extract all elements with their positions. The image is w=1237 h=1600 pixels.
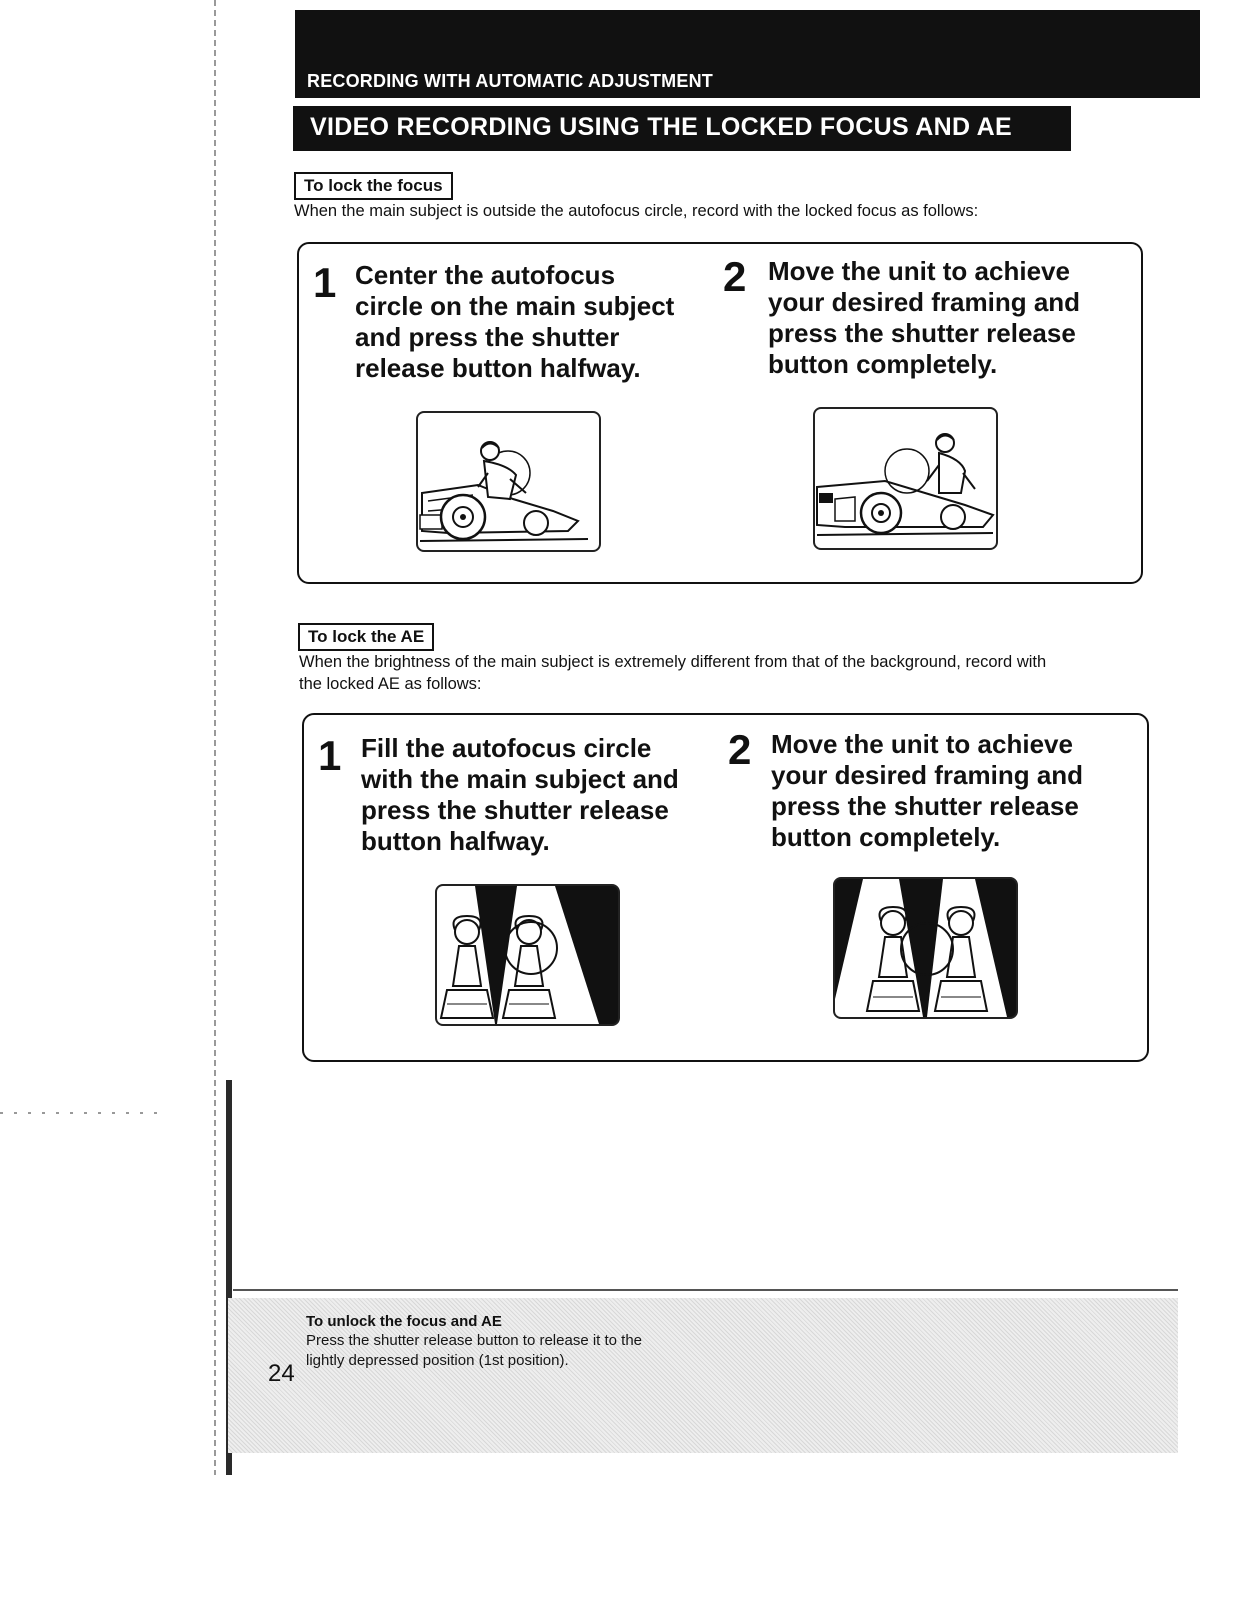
scan-artifact	[0, 1112, 165, 1114]
dancers-spotlight-reframed-drawing	[835, 879, 1016, 1017]
focus-steps-panel	[297, 242, 1143, 584]
unlock-note-line: lightly depressed position (1st position).	[306, 1352, 569, 1369]
ae-step-2-illustration	[833, 877, 1018, 1019]
focus-step-2-line: press the shutter release	[768, 318, 1076, 348]
focus-step-1-text	[355, 260, 674, 384]
ae-step-1-line: with the main subject and	[361, 764, 679, 794]
focus-step-2-number: 2	[723, 253, 747, 300]
focus-step-2-text	[768, 256, 1080, 380]
focus-step-2-line: your desired framing and	[768, 287, 1081, 317]
focus-step-1-illustration	[416, 411, 601, 552]
ae-intro-line: the locked AE as follows:	[299, 675, 482, 693]
focus-step-1-line: Center the autofocus	[355, 260, 616, 290]
ae-intro-line: When the brightness of the main subject is extremely different from that of the background, record with	[299, 653, 1047, 671]
focus-step-1-line: release button halfway.	[355, 353, 641, 383]
chapter-label: RECORDING WITH AUTOMATIC ADJUSTMENT	[307, 71, 713, 91]
focus-section-intro: When the main subject is outside the autofocus circle, record with the locked focus as follows:	[294, 202, 979, 220]
ae-step-2-line: Move the unit to achieve	[771, 729, 1073, 759]
ae-step-2-number: 2	[728, 726, 752, 773]
focus-step-2-line: Move the unit to achieve	[768, 256, 1070, 286]
page-number: 24	[268, 1360, 295, 1387]
ae-step-1-illustration	[435, 884, 620, 1026]
focus-step-1-line: and press the shutter	[355, 322, 620, 352]
ae-step-2-text	[771, 729, 1083, 853]
page-title: VIDEO RECORDING USING THE LOCKED FOCUS AND AE	[310, 113, 1012, 141]
race-car-centered-drawing	[418, 413, 599, 550]
ae-step-1-line: button halfway.	[361, 826, 550, 856]
unlock-note-line: Press the shutter release button to release it to the	[306, 1332, 643, 1349]
ae-step-1-line: press the shutter release	[361, 795, 669, 825]
page-spine-edge	[214, 0, 216, 1475]
chapter-header-bar	[295, 10, 1200, 98]
focus-step-1-number: 1	[313, 259, 337, 306]
focus-step-1-line: circle on the main subject	[355, 291, 675, 321]
ae-step-1-number: 1	[318, 732, 342, 779]
ae-section-tag: To lock the AE	[298, 623, 434, 651]
footer-divider	[233, 1289, 1178, 1291]
page-title-banner	[293, 106, 1071, 151]
ae-step-2-line: your desired framing and	[771, 760, 1084, 790]
ae-step-1-line: Fill the autofocus circle	[361, 733, 652, 763]
race-car-reframed-drawing	[815, 409, 996, 548]
ae-steps-panel	[302, 713, 1149, 1062]
ae-step-1-text	[361, 733, 679, 857]
ae-step-2-line: press the shutter release	[771, 791, 1079, 821]
focus-step-2-line: button completely.	[768, 349, 998, 379]
focus-section-tag: To lock the focus	[294, 172, 453, 200]
focus-step-2-illustration	[813, 407, 998, 550]
dancers-spotlight-circle-drawing	[437, 886, 618, 1024]
ae-section-intro	[299, 651, 1139, 695]
ae-step-2-line: button completely.	[771, 822, 1001, 852]
unlock-note-title: To unlock the focus and AE	[306, 1313, 502, 1330]
